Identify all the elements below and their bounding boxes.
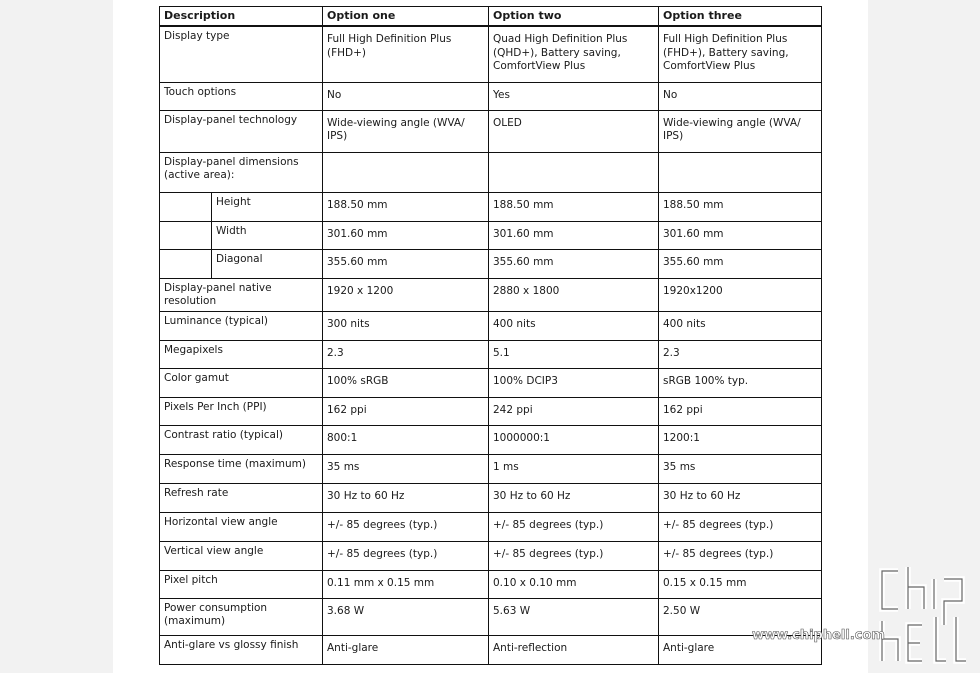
table-row — [160, 278, 822, 311]
indent-cell — [160, 249, 212, 278]
option-3-value: 400 nits — [659, 311, 822, 340]
option-1-value: +/- 85 degrees (typ.) — [323, 541, 489, 570]
table-row — [160, 454, 822, 483]
option-3-value: 1200:1 — [659, 425, 822, 454]
option-3-value: +/- 85 degrees (typ.) — [659, 541, 822, 570]
row-label: Width — [212, 221, 323, 249]
table-row — [160, 249, 822, 278]
option-2-value — [489, 152, 659, 192]
table-row — [160, 311, 822, 340]
option-2-value: Yes — [489, 82, 659, 110]
option-3-value: 1920x1200 — [659, 278, 822, 311]
header-option-two: Option two — [489, 7, 659, 27]
option-2-value: 100% DCIP3 — [489, 368, 659, 397]
option-2-value: 400 nits — [489, 311, 659, 340]
table-row — [160, 635, 822, 664]
row-label: Diagonal — [212, 249, 323, 278]
option-3-value: 2.50 W — [659, 598, 822, 635]
option-3-value: No — [659, 82, 822, 110]
table-header-row — [160, 7, 822, 27]
option-2-value: 30 Hz to 60 Hz — [489, 483, 659, 512]
option-2-value: 5.1 — [489, 340, 659, 368]
row-label: Anti-glare vs glossy finish — [160, 635, 323, 664]
table-row — [160, 221, 822, 249]
option-2-value: 1 ms — [489, 454, 659, 483]
table-row — [160, 483, 822, 512]
option-3-value: Anti-glare — [659, 635, 822, 664]
option-1-value: 35 ms — [323, 454, 489, 483]
option-2-value: +/- 85 degrees (typ.) — [489, 512, 659, 541]
option-1-value: 800:1 — [323, 425, 489, 454]
table-row — [160, 192, 822, 221]
table-row — [160, 598, 822, 635]
indent-cell — [160, 221, 212, 249]
row-label: Height — [212, 192, 323, 221]
option-1-value: Anti-glare — [323, 635, 489, 664]
option-1-value: 3.68 W — [323, 598, 489, 635]
option-1-value: 188.50 mm — [323, 192, 489, 221]
row-label: Contrast ratio (typical) — [160, 425, 323, 454]
row-label: Power consumption (maximum) — [160, 598, 323, 635]
row-label: Color gamut — [160, 368, 323, 397]
option-1-value: 2.3 — [323, 340, 489, 368]
table-row — [160, 512, 822, 541]
table-row — [160, 425, 822, 454]
table-row — [160, 340, 822, 368]
option-1-value: 1920 x 1200 — [323, 278, 489, 311]
option-1-value: 162 ppi — [323, 397, 489, 425]
option-2-value: 1000000:1 — [489, 425, 659, 454]
display-spec-table — [159, 6, 822, 665]
option-3-value — [659, 152, 822, 192]
option-2-value: Quad High Definition Plus (QHD+), Battery saving, ComfortView Plus — [489, 26, 659, 82]
option-1-value: 0.11 mm x 0.15 mm — [323, 570, 489, 598]
option-3-value: sRGB 100% typ. — [659, 368, 822, 397]
option-1-value — [323, 152, 489, 192]
option-1-value: 355.60 mm — [323, 249, 489, 278]
header-description: Description — [160, 7, 323, 27]
row-label: Pixel pitch — [160, 570, 323, 598]
table-row — [160, 82, 822, 110]
option-1-value: Full High Definition Plus (FHD+) — [323, 26, 489, 82]
row-label: Touch options — [160, 82, 323, 110]
option-3-value: 2.3 — [659, 340, 822, 368]
document-page — [113, 0, 868, 673]
option-2-value: 2880 x 1800 — [489, 278, 659, 311]
option-3-value: 0.15 x 0.15 mm — [659, 570, 822, 598]
option-2-value: OLED — [489, 110, 659, 152]
option-1-value: 100% sRGB — [323, 368, 489, 397]
watermark-url: www.chiphell.com — [752, 628, 885, 643]
option-3-value: 355.60 mm — [659, 249, 822, 278]
option-3-value: 188.50 mm — [659, 192, 822, 221]
row-label: Response time (maximum) — [160, 454, 323, 483]
row-label: Pixels Per Inch (PPI) — [160, 397, 323, 425]
row-label: Luminance (typical) — [160, 311, 323, 340]
option-1-value: 301.60 mm — [323, 221, 489, 249]
indent-cell — [160, 192, 212, 221]
table-row — [160, 368, 822, 397]
row-label: Display type — [160, 26, 323, 82]
option-2-value: +/- 85 degrees (typ.) — [489, 541, 659, 570]
option-2-value: 301.60 mm — [489, 221, 659, 249]
option-1-value: 30 Hz to 60 Hz — [323, 483, 489, 512]
row-label: Horizontal view angle — [160, 512, 323, 541]
row-label: Display-panel dimensions (active area): — [160, 152, 323, 192]
option-1-value: No — [323, 82, 489, 110]
option-3-value: 301.60 mm — [659, 221, 822, 249]
option-3-value: Full High Definition Plus (FHD+), Battery saving, ComfortView Plus — [659, 26, 822, 82]
header-option-three: Option three — [659, 7, 822, 27]
row-label: Megapixels — [160, 340, 323, 368]
table-row — [160, 152, 822, 192]
header-option-one: Option one — [323, 7, 489, 27]
option-3-value: 35 ms — [659, 454, 822, 483]
option-3-value: 162 ppi — [659, 397, 822, 425]
row-label: Refresh rate — [160, 483, 323, 512]
option-1-value: Wide-viewing angle (WVA/ IPS) — [323, 110, 489, 152]
option-2-value: 355.60 mm — [489, 249, 659, 278]
option-3-value: +/- 85 degrees (typ.) — [659, 512, 822, 541]
chiphell-logo — [876, 565, 970, 665]
option-2-value: Anti-reflection — [489, 635, 659, 664]
row-label: Vertical view angle — [160, 541, 323, 570]
row-label: Display-panel technology — [160, 110, 323, 152]
option-1-value: +/- 85 degrees (typ.) — [323, 512, 489, 541]
option-3-value: Wide-viewing angle (WVA/ IPS) — [659, 110, 822, 152]
table-row — [160, 541, 822, 570]
option-2-value: 5.63 W — [489, 598, 659, 635]
table-row — [160, 110, 822, 152]
table-row — [160, 397, 822, 425]
row-label: Display-panel native resolution — [160, 278, 323, 311]
option-1-value: 300 nits — [323, 311, 489, 340]
option-3-value: 30 Hz to 60 Hz — [659, 483, 822, 512]
option-2-value: 242 ppi — [489, 397, 659, 425]
table-row — [160, 570, 822, 598]
option-2-value: 0.10 x 0.10 mm — [489, 570, 659, 598]
table-row — [160, 26, 822, 82]
option-2-value: 188.50 mm — [489, 192, 659, 221]
